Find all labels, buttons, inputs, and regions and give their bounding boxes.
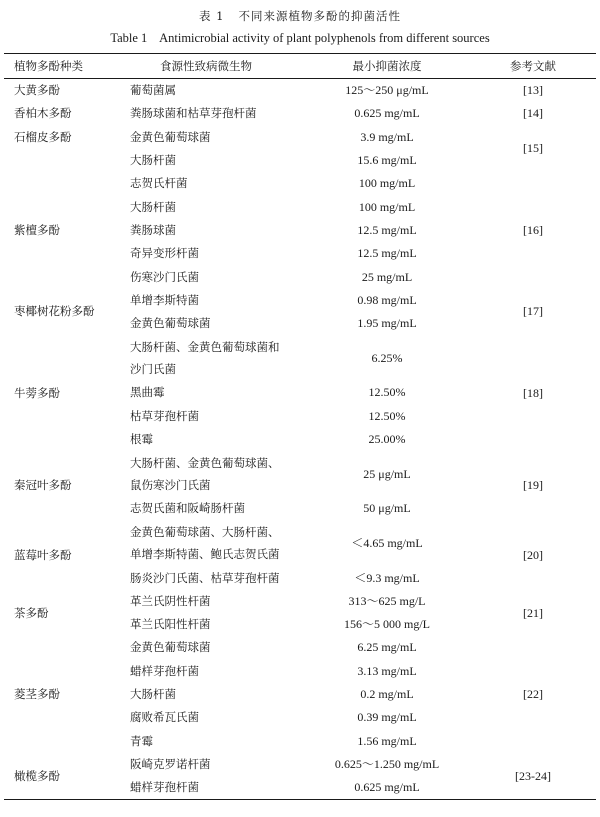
plant-polyphenol-cell: 枣椰树花粉多酚: [14, 304, 95, 319]
mic-cell: 0.2 mg/mL: [360, 687, 414, 702]
microbe-cell: [124, 79, 304, 103]
microbe-cell: [124, 219, 304, 242]
plant-polyphenol-cell: 茶多酚: [14, 605, 49, 620]
microbe-text: 粪肠球菌: [130, 222, 176, 237]
microbe-text: 单增李斯特菌: [130, 292, 199, 307]
table-caption-en: [4, 29, 596, 47]
microbe-text: 葡萄菌属: [130, 83, 176, 98]
microbe-text: 大肠杆菌、金黄色葡萄球菌和: [130, 340, 280, 355]
microbe-cell: [124, 706, 304, 729]
microbe-text: 志贺氏杆菌: [130, 176, 188, 191]
table-body: [4, 79, 596, 800]
table-row: [4, 335, 596, 381]
mic-cell: 25 μg/mL: [363, 466, 411, 481]
microbe-cell: [124, 497, 304, 520]
mic-cell: 0.98 mg/mL: [357, 292, 417, 307]
reference-cell: [19]: [523, 478, 543, 493]
microbe-cell: [124, 405, 304, 428]
plant-polyphenol-cell-empty: [4, 149, 124, 172]
microbe-cell: [124, 566, 304, 589]
microbe-cell: [124, 590, 304, 613]
microbe-text: 蜡样芽孢杆菌: [130, 663, 199, 678]
mic-cell: 0.625 mg/mL: [354, 106, 420, 121]
table-row: [4, 451, 596, 497]
microbe-cell: [124, 660, 304, 683]
mic-cell: 125～250 μg/mL: [345, 83, 429, 98]
header-mic: 最小抑菌浓度: [352, 59, 422, 73]
microbe-cell: [124, 289, 304, 312]
mic-cell: 3.13 mg/mL: [357, 663, 417, 678]
microbe-cell: [124, 730, 304, 753]
mic-cell: 6.25%: [371, 350, 403, 365]
microbe-cell: [124, 451, 304, 497]
mic-cell: 1.95 mg/mL: [357, 316, 417, 331]
plant-polyphenol-cell: 香柏木多酚: [14, 106, 72, 121]
reference-cell: [14]: [523, 106, 543, 121]
microbe-cell: [124, 520, 304, 566]
table-row: [4, 753, 596, 776]
table-row: [4, 79, 596, 103]
mic-cell: 12.50%: [368, 408, 406, 423]
microbe-text: 奇异变形杆菌: [130, 246, 199, 261]
table-row: [4, 126, 596, 149]
microbe-cell: [124, 126, 304, 149]
microbe-text: 枯草芽孢杆菌: [130, 408, 199, 423]
plant-polyphenol-cell: 大黄多酚: [14, 83, 60, 98]
table-row: [4, 520, 596, 566]
microbe-text: 鼠伤寒沙门氏菌: [130, 478, 211, 493]
table-row: [4, 590, 596, 613]
microbe-text: 青霉: [130, 733, 153, 748]
plant-polyphenol-cell: 橄榄多酚: [14, 768, 60, 783]
header-row: [4, 54, 596, 79]
microbe-text: 大肠杆菌、金黄色葡萄球菌、: [130, 456, 280, 471]
antimicrobial-table: [4, 53, 596, 800]
mic-cell: 100 mg/mL: [358, 176, 416, 191]
microbe-text: 粪肠球菌和枯草芽孢杆菌: [130, 106, 257, 121]
microbe-text: 黑曲霉: [130, 385, 165, 400]
microbe-cell: [124, 636, 304, 659]
microbe-text: 金黄色葡萄球菌: [130, 316, 211, 331]
mic-cell: ＜4.65 mg/mL: [351, 535, 423, 550]
microbe-cell: [124, 335, 304, 381]
reference-cell: [23-24]: [515, 768, 551, 783]
mic-cell: 156～5 000 mg/L: [344, 617, 430, 632]
microbe-text: 单增李斯特菌、鲍氏志贺氏菌: [130, 547, 280, 562]
microbe-text: 大肠杆菌: [130, 153, 176, 168]
table-row: [4, 289, 596, 312]
mic-cell: 12.5 mg/mL: [357, 222, 417, 237]
mic-cell: 50 μg/mL: [363, 501, 411, 516]
reference-cell: [15]: [523, 141, 543, 156]
mic-cell: 0.625 mg/mL: [354, 780, 420, 795]
header-ref: 参考文献: [510, 59, 556, 73]
mic-cell: 12.5 mg/mL: [357, 246, 417, 261]
reference-cell: [18]: [523, 385, 543, 400]
reference-cell: [16]: [523, 222, 543, 237]
mic-cell: 15.6 mg/mL: [357, 153, 417, 168]
microbe-cell: [124, 172, 304, 195]
microbe-cell: [124, 149, 304, 172]
mic-cell: 1.56 mg/mL: [357, 733, 417, 748]
microbe-text: 大肠杆菌: [130, 199, 176, 214]
microbe-cell: [124, 753, 304, 776]
reference-cell: [17]: [523, 304, 543, 319]
plant-polyphenol-cell: 秦冠叶多酚: [14, 478, 72, 493]
microbe-text: 志贺氏菌和阪崎肠杆菌: [130, 501, 245, 516]
mic-cell: 0.39 mg/mL: [357, 710, 417, 725]
mic-cell: ＜9.3 mg/mL: [354, 570, 420, 585]
reference-cell: [20]: [523, 547, 543, 562]
table-caption-zh: [4, 0, 596, 25]
table-title-zh: 不同来源植物多酚的抑菌活性: [238, 9, 401, 23]
plant-polyphenol-cell: 石榴皮多酚: [14, 129, 72, 144]
microbe-cell: [124, 195, 304, 218]
mic-cell: 25 mg/mL: [361, 269, 413, 284]
microbe-cell: [124, 683, 304, 706]
microbe-text: 根霉: [130, 432, 153, 446]
mic-cell: 0.625～1.250 mg/mL: [334, 756, 440, 771]
microbe-text: 沙门氏菌: [130, 362, 176, 377]
microbe-text: 金黄色葡萄球菌: [130, 129, 211, 144]
microbe-text: 肠炎沙门氏菌、枯草芽孢杆菌: [130, 570, 280, 585]
header-plant: 植物多酚种类: [14, 59, 83, 73]
table-title-en: Antimicrobial activity of plant polyphenols from different sources: [159, 31, 490, 45]
mic-cell: 12.50%: [368, 385, 406, 400]
microbe-cell: [124, 312, 304, 335]
mic-cell: 3.9 mg/mL: [360, 129, 414, 144]
microbe-text: 大肠杆菌: [130, 687, 176, 702]
microbe-cell: [124, 776, 304, 800]
table-label-en: Table 1: [110, 31, 148, 45]
microbe-text: 阪崎克罗诺杆菌: [130, 756, 211, 771]
reference-cell: [13]: [523, 83, 543, 98]
mic-cell: 6.25 mg/mL: [357, 640, 417, 655]
header-microbe: 食源性致病微生物: [160, 59, 252, 73]
microbe-text: 伤寒沙门氏菌: [130, 269, 199, 284]
microbe-text: 腐败希瓦氏菌: [130, 710, 199, 725]
microbe-text: 革兰氏阳性杆菌: [130, 617, 211, 632]
microbe-cell: [124, 242, 304, 265]
plant-polyphenol-cell: 菱茎多酚: [14, 687, 60, 702]
microbe-cell: [124, 265, 304, 288]
plant-polyphenol-cell: 牛蒡多酚: [14, 385, 60, 400]
microbe-text: 金黄色葡萄球菌、大肠杆菌、: [130, 525, 280, 540]
microbe-text: 金黄色葡萄球菌: [130, 640, 211, 655]
table-row: [4, 102, 596, 125]
mic-cell: 25.00%: [368, 432, 406, 446]
microbe-text: 革兰氏阴性杆菌: [130, 593, 211, 608]
plant-polyphenol-cell: 蓝莓叶多酚: [14, 547, 72, 562]
mic-cell: 313～625 mg/L: [348, 593, 426, 608]
microbe-cell: [124, 102, 304, 125]
table-header: [4, 54, 596, 79]
microbe-cell: [124, 428, 304, 451]
microbe-text: 蜡样芽孢杆菌: [130, 780, 199, 795]
plant-polyphenol-cell: 紫檀多酚: [14, 222, 60, 237]
reference-cell: [21]: [523, 605, 543, 620]
table-label-zh: 表 1: [199, 9, 225, 23]
reference-cell: [22]: [523, 687, 543, 702]
table-row: [4, 636, 596, 659]
microbe-cell: [124, 613, 304, 636]
mic-cell: 100 mg/mL: [358, 199, 416, 214]
table-row: [4, 172, 596, 195]
microbe-cell: [124, 381, 304, 404]
